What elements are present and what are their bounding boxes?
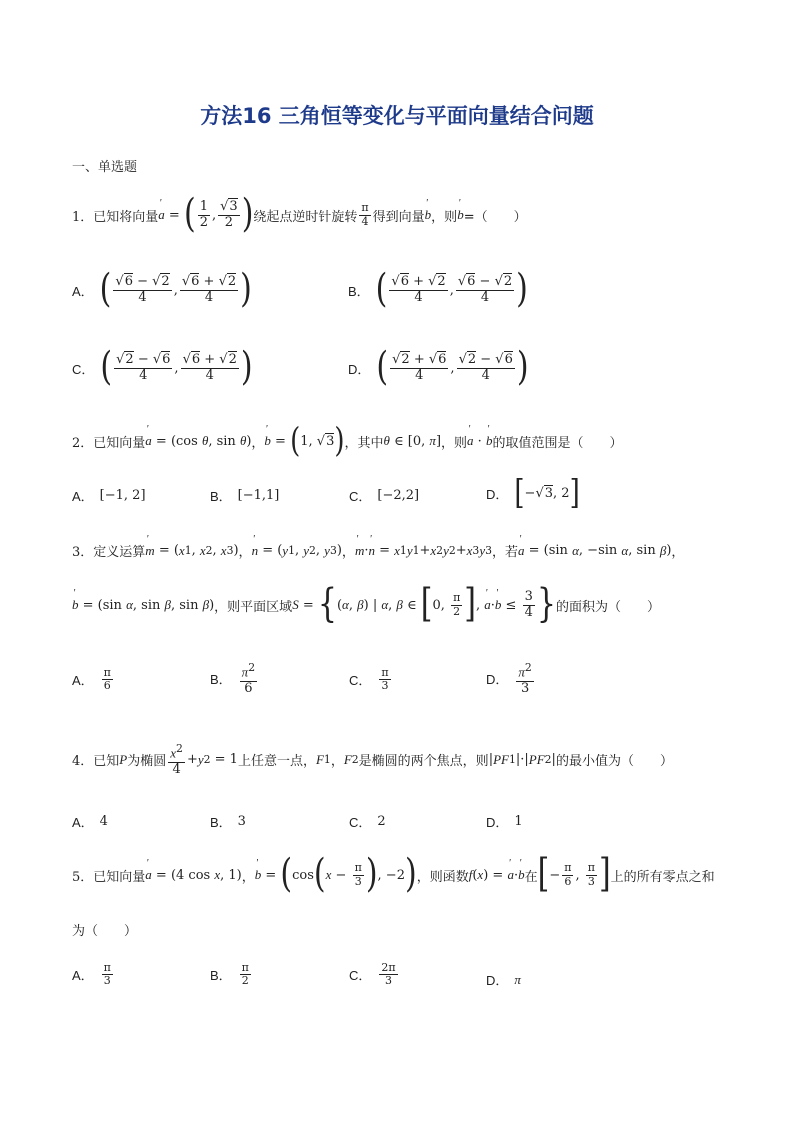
question-5-line-1: 5． 已知向量 ' a = (4 cos x , 1) ， ' b = ( cos ( x − $\frac{\pi}{3}$ ) , −2 ) ，则函数 f ( x ) = ' a · ' b 在 [ − $\frac{\pi}{6}$ , $\frac{\pi}{3}$ ] 上的所有零点之和 <box>72 860 715 890</box>
page-title: 方法16 三角恒等变化与平面向量结合问题 <box>200 104 594 128</box>
q1-option-c[interactable]: C． ( $\frac{√2 - √6}{4}$ , $\frac{√6 + √2}{4}$ ) <box>72 344 253 391</box>
q4-option-b[interactable]: B． 3 <box>210 814 246 830</box>
q4-option-c[interactable]: C． 2 <box>349 814 386 830</box>
question-5-line-2: 为（ ） <box>72 924 138 939</box>
q5-option-d[interactable]: D． π <box>486 971 521 988</box>
q1-option-d[interactable]: D． ( $\frac{√2 + √6}{4}$ , $\frac{√2 - √6}{4}$ ) <box>348 344 529 391</box>
q5-option-a[interactable]: A． $\frac{\pi}{3}$ <box>72 961 111 988</box>
section-heading: 一、单选题 <box>72 160 138 175</box>
q5-option-c[interactable]: C． $\frac{2\pi}{3}$ <box>349 961 396 988</box>
question-3-line-1: 3． 定义运算 ' m = ( x 1 , x 2 , x 3 ) ， ' n = ( y 1 , y 2 , y 3 ) ， ' m · ' n = x 1 y 1 + x 2 y 2 + x 3 y 3 ，若 ' a = (sin α , −sin α , sin β ) ， <box>72 541 684 560</box>
q3-option-a[interactable]: A． $\frac{\pi}{6}$ <box>72 666 111 693</box>
q2-option-d[interactable]: D． [ −√ 3 , 2 ] <box>486 473 580 513</box>
question-3-line-2: ' b = (sin α , sin β , sin β ) ，则平面区域 S = { ( α , β ) | α , β ∈ [ 0, $\frac{\pi}{2}$ ] , ' a · ' b ≤ $\frac{3}{4}$ } 的面积为（ ） <box>72 590 660 620</box>
q2-option-a[interactable]: A． [−1, 2] <box>72 488 146 504</box>
q3-option-c[interactable]: C． $\frac{\pi}{3}$ <box>349 666 389 693</box>
q4-option-a[interactable]: A． 4 <box>72 814 108 830</box>
q2-option-b[interactable]: B． [−1,1] <box>210 488 280 504</box>
q1-option-a[interactable]: A． ( $\frac{√6 - √2}{4}$ , $\frac{√6 + √2}{4}$ ) <box>72 266 252 313</box>
q2-option-c[interactable]: C． [−2,2] <box>349 488 420 504</box>
q4-option-d[interactable]: D． 1 <box>486 814 523 830</box>
question-1: 1． 已知将向量 ' a = ( $\frac{1}{2}$ , $\frac{√3}{2}$ ) 绕起点逆时针旋转 $\frac{\pi}{4}$ 得到向量 ' b ，则 ' b =（ ） <box>72 200 527 230</box>
q5-option-b[interactable]: B． $\frac{\pi}{2}$ <box>210 961 249 988</box>
q1-option-b[interactable]: B． ( $\frac{√6 + √2}{4}$ , $\frac{√6 - √2}{4}$ ) <box>348 266 528 313</box>
question-4: 4． 已知 P 为椭圆 $\frac{x^2}{4}$ + y 2 = 1 上任意一点， F 1 ， F 2 是椭圆的两个焦点，则 | PF 1 |·| PF 2 | 的最小值为（ ） <box>72 742 673 777</box>
q3-option-b[interactable]: B． $\frac{\pi^2}{6}$ <box>210 661 256 696</box>
question-2: 2． 已知向量 ' a = (cos θ , sin θ ) ， ' b = ( 1, √ 3 ) ，其中 θ ∈ [0, π ] ，则 ' a · ' b 的取值范围是（ ） <box>72 428 622 454</box>
q3-option-d[interactable]: D． $\frac{\pi^2}{3}$ <box>486 661 532 696</box>
